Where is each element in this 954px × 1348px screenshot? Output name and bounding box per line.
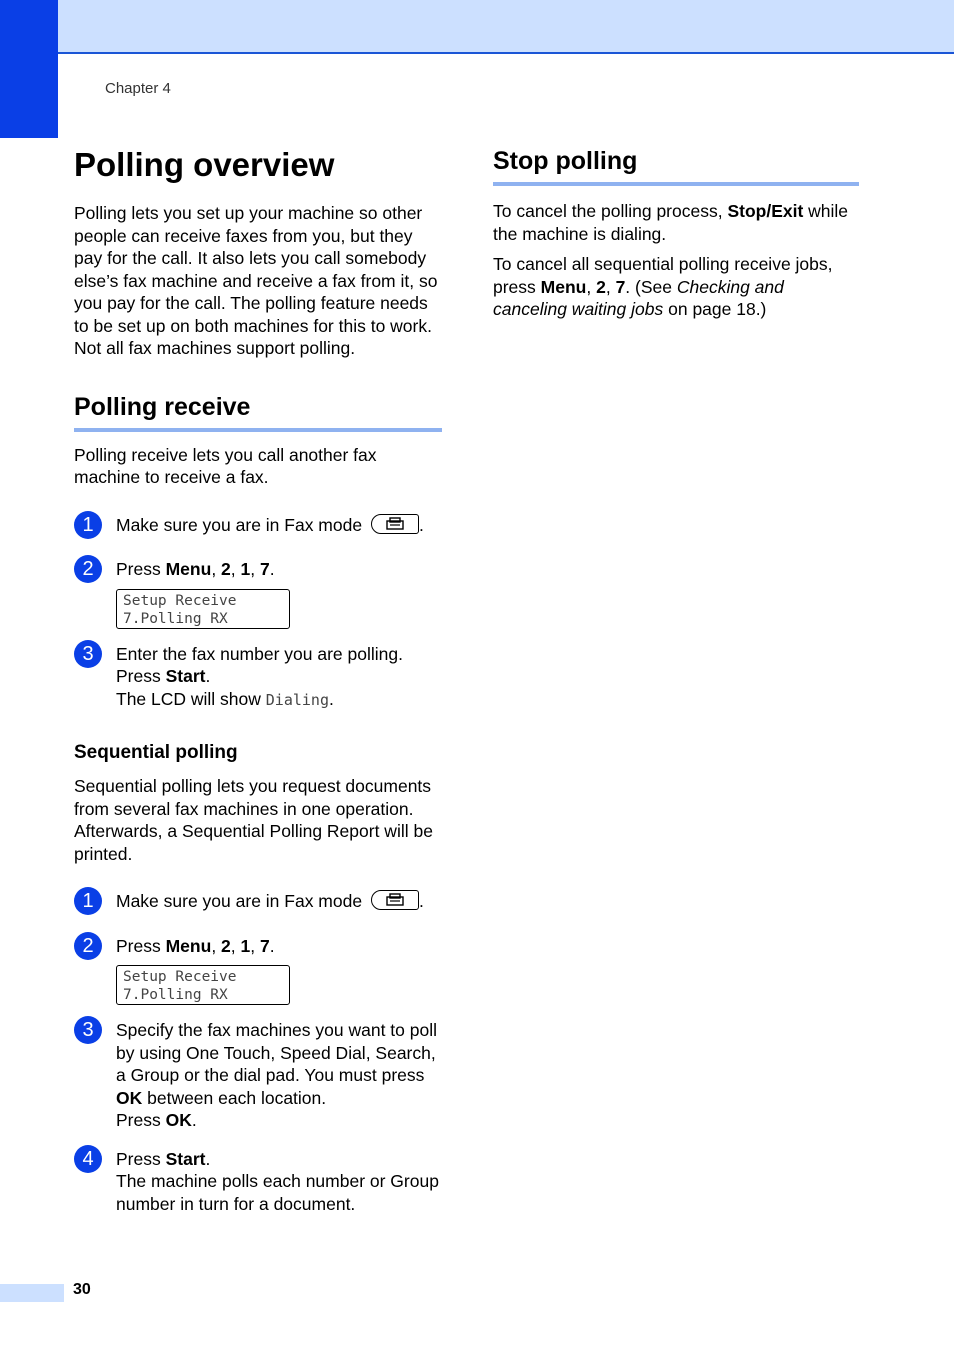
sequential-polling-title: Sequential polling xyxy=(74,742,238,763)
polling-overview-title: Polling overview xyxy=(74,146,335,183)
sequential-polling-intro: Sequential polling lets you request documents from several fax machines in one operation. Afterwards, a Sequential Polling Report will be printed. xyxy=(74,776,433,864)
ok-key: OK xyxy=(165,1110,192,1130)
step-number: 1 xyxy=(74,511,102,539)
pr-step-1: 1 Make sure you are in Fax mode . xyxy=(74,514,442,537)
stop-polling-para-1: To cancel the polling process, Stop/Exit while the machine is dialing. xyxy=(493,201,849,244)
step-number: 4 xyxy=(74,1145,102,1173)
stop-polling-title: Stop polling xyxy=(493,146,859,186)
lcd-dialing-text: Dialing xyxy=(265,690,329,709)
step-number: 1 xyxy=(74,887,102,915)
menu-key: Menu xyxy=(165,935,212,956)
ok-key: OK xyxy=(116,1087,143,1108)
stop-exit-key: Stop/Exit xyxy=(727,201,804,221)
header-band xyxy=(0,0,954,54)
pr-step-2: 2 Press Menu, 2, 1, 7. Setup Receive 7.Polling RX xyxy=(74,558,442,629)
lcd-display: Setup Receive 7.Polling RX xyxy=(116,589,290,629)
menu-key: Menu xyxy=(165,559,212,579)
start-key: Start xyxy=(165,666,206,686)
sp-step-2: 2 Press Menu, 2, 1, 7. Setup Receive 7.Polling RX xyxy=(74,935,442,1006)
sp-step-1: 1 Make sure you are in Fax mode . xyxy=(74,890,442,913)
chapter-label: Chapter 4 xyxy=(105,80,171,97)
sp-step-3: 3 Specify the fax machines you want to poll by using One Touch, Speed Dial, Search, a Group or the dial pad. You must press OK between each location. Press OK. xyxy=(74,1019,442,1132)
cross-reference: Checking and canceling waiting jobs xyxy=(493,276,784,319)
polling-overview-body: Polling lets you set up your machine so other people can receive faxes from you, but they pay for the call. It also lets you call somebody else’s fax machine and receive a fax from it, so you pay for the call. The polling feature needs to be set up on both machines for this to work. Not all fax machines support polling. xyxy=(74,203,438,358)
page-number: 30 xyxy=(73,1281,91,1298)
step-number: 3 xyxy=(74,1016,102,1044)
step-number: 2 xyxy=(74,932,102,960)
polling-receive-title: Polling receive xyxy=(74,392,442,432)
chapter-tab xyxy=(0,0,58,138)
fax-mode-icon xyxy=(371,514,419,534)
right-column xyxy=(493,140,859,321)
stop-polling-para-2: To cancel all sequential polling receive jobs, press Menu, 2, 7. (See Checking and canceling waiting jobs on page 18.) xyxy=(493,254,833,319)
fax-mode-icon xyxy=(371,890,419,910)
menu-key: Menu xyxy=(540,276,587,297)
pr-step-3: 3 Enter the fax number you are polling. Press Start. The LCD will show Dialing. xyxy=(74,643,442,712)
footer-band xyxy=(0,1284,64,1302)
left-column xyxy=(74,140,442,1215)
polling-receive-intro: Polling receive lets you call another fax machine to receive a fax. xyxy=(74,444,377,487)
sp-step-4: 4 Press Start. The machine polls each number or Group number in turn for a document. xyxy=(74,1148,442,1216)
step-number: 2 xyxy=(74,555,102,583)
lcd-display: Setup Receive 7.Polling RX xyxy=(116,965,290,1005)
step-number: 3 xyxy=(74,640,102,668)
start-key: Start xyxy=(165,1148,206,1169)
